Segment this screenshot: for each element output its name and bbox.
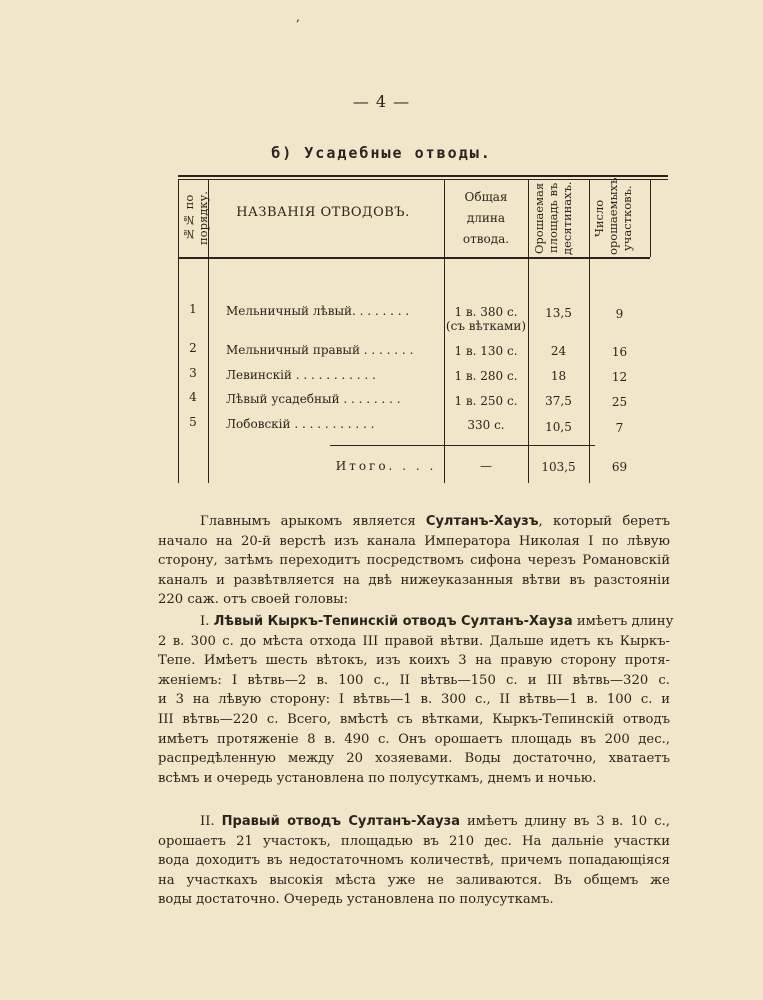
table-rule-top — [178, 175, 668, 177]
table-col-divider — [528, 179, 529, 483]
row-number: 3 — [189, 366, 197, 380]
canal-name: Султанъ-Хаузъ — [425, 514, 539, 529]
row-name: Лобовскій . . . . . . . . . . . — [226, 417, 375, 431]
paragraph-line: III вѣтвь—220 с. Всего, вмѣстѣ съ вѣтками, Кыркъ-Тепинскій отводъ — [158, 711, 670, 727]
row-length: 330 с. — [467, 418, 505, 432]
row-length: 1 в. 380 с. — [454, 305, 518, 319]
row-plots: 9 — [615, 307, 624, 321]
total-area: 103,5 — [541, 460, 576, 474]
table-border-left — [178, 179, 179, 483]
paragraph-line: распредѣленную между 20 хозяевами. Воды достаточно, хватаетъ — [158, 751, 670, 767]
row-number: 5 — [189, 415, 197, 429]
row-area: 18 — [550, 369, 567, 383]
paragraph-text: имѣетъ длину въ 3 в. 10 с., — [459, 814, 671, 829]
table-header-rule — [178, 257, 650, 259]
paragraph-line: Тепе. Имѣетъ шесть вѣтокъ, изъ коихъ 3 на правую сторону протя- — [158, 653, 670, 669]
page-number: — 4 — — [352, 92, 411, 111]
table-col-divider — [589, 179, 590, 483]
row-plots: 25 — [611, 395, 628, 409]
paragraph-line: 2 в. 300 с. до мѣста отхода III правой вѣтви. Дальше идетъ къ Кыркъ- — [158, 633, 670, 649]
irrigation-table — [178, 175, 668, 483]
stray-mark: , — [296, 10, 300, 24]
row-area: 24 — [550, 344, 567, 358]
row-name: Лѣвый усадебный . . . . . . . . — [226, 392, 401, 406]
header-area: Орошаемая площадь въ десятинахъ. — [532, 181, 574, 255]
row-name: Мельничный лѣвый. . . . . . . . — [226, 304, 410, 318]
row-area: 13,5 — [545, 306, 572, 320]
row-number: 4 — [189, 390, 197, 404]
row-plots: 16 — [611, 345, 628, 359]
header-name: НАЗВАНІЯ ОТВОДОВЪ. — [236, 205, 410, 220]
table-rule-top-thin — [178, 179, 668, 180]
roman-numeral: II. — [200, 814, 222, 829]
total-plots: 69 — [611, 460, 628, 474]
row-number: 1 — [189, 302, 197, 316]
paragraph-line: всѣмъ и очередь установлена по полусуткамъ, днемъ и ночью. — [158, 770, 597, 786]
paragraph-left-kyrk-tepe — [158, 612, 674, 788]
paragraph-text: Главнымъ арыкомъ является — [200, 514, 426, 529]
section-title: б) Усадебные отводы. — [271, 144, 492, 162]
header-length: Общая длина отвода. — [462, 190, 510, 246]
paragraph-line: и 3 на лѣвую сторону: I вѣтвь—1 в. 300 с., II вѣтвь—1 в. 100 с. и — [158, 692, 670, 708]
paragraph-text: имѣетъ длину — [572, 614, 674, 629]
paragraph-line: имѣетъ протяженіе 8 в. 490 с. Онъ орошаетъ площадь въ 200 дес., — [158, 731, 670, 747]
paragraph-line: начало на 20-й верстѣ изъ канала Императора Николая I по лѣвую — [158, 533, 670, 549]
row-plots: 12 — [611, 370, 628, 384]
paragraph-line: вода доходитъ въ недостаточномъ количествѣ, причемъ попадающіяся — [158, 853, 670, 869]
header-plots: Число орошаемыхъ участковъ. — [592, 177, 634, 255]
row-area: 10,5 — [545, 420, 572, 434]
paragraph-line: воды достаточно. Очередь установлена по полусуткамъ. — [158, 892, 554, 908]
paragraph-line: 220 саж. отъ своей головы: — [158, 592, 349, 608]
paragraph-line: женіемъ: I вѣтвь—2 в. 100 с., II вѣтвь—150 с. и III вѣтвь—320 с. — [158, 672, 670, 688]
paragraph-line: орошаетъ 21 участокъ, площадью въ 210 дес. На дальніе участки — [158, 833, 670, 849]
row-name: Мельничный правый . . . . . . . — [226, 343, 414, 357]
row-length: 1 в. 250 с. — [454, 394, 518, 408]
row-area: 37,5 — [545, 394, 572, 408]
paragraph-line: на участкахъ высокія мѣста уже не заливаются. Въ общемъ же — [158, 872, 670, 888]
row-plots: 7 — [615, 421, 624, 435]
paragraph-right-branch — [158, 812, 670, 910]
paragraph-line: каналъ и развѣтвляется на двѣ нижеуказанныя вѣтви въ разстояніи — [158, 572, 670, 588]
branch-title: Правый отводъ Султанъ-Хауза — [221, 814, 460, 829]
paragraph-text: , который беретъ — [538, 514, 670, 529]
table-col-divider — [650, 179, 651, 257]
row-length-note: (съ вѣтками) — [445, 319, 527, 333]
row-number: 2 — [189, 341, 197, 355]
total-length: — — [480, 459, 492, 473]
row-length: 1 в. 130 с. — [454, 344, 518, 358]
branch-title: Лѣвый Кыркъ-Тепинскій отводъ Султанъ-Хауза — [213, 614, 573, 629]
paragraph-sultan-khauz — [158, 512, 670, 610]
total-label: Итого. . . . — [335, 459, 437, 473]
paragraph-line: сторону, затѣмъ переходитъ посредствомъ сифона черезъ Романовскій — [158, 553, 670, 569]
row-name: Левинскій . . . . . . . . . . . — [226, 368, 376, 382]
header-number: №№ по порядку. — [182, 191, 210, 245]
roman-numeral: I. — [200, 614, 214, 629]
row-length: 1 в. 280 с. — [454, 369, 518, 383]
total-rule — [330, 445, 595, 446]
